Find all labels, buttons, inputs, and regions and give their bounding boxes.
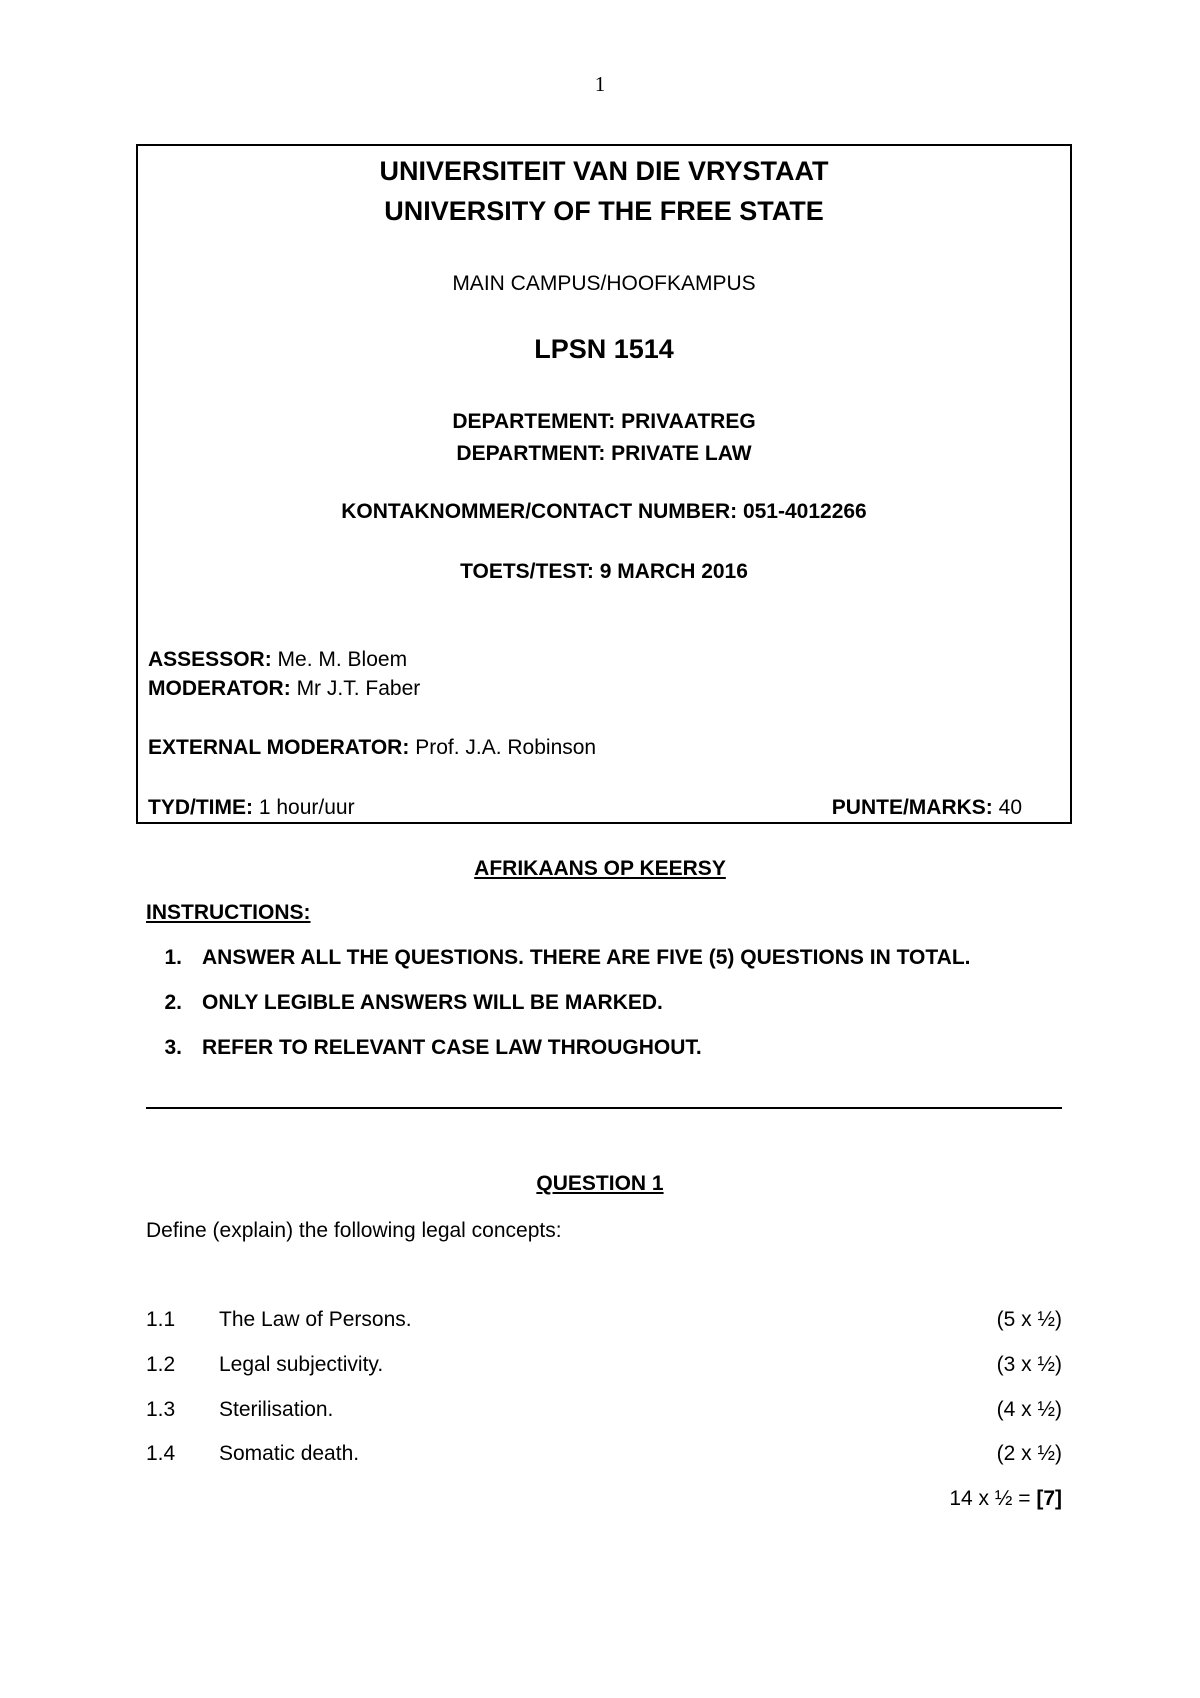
assessor-line — [148, 648, 407, 672]
question-1-total-marks: [7] — [1036, 1487, 1062, 1510]
university-name-afrikaans: UNIVERSITEIT VAN DIE VRYSTAAT — [379, 156, 829, 186]
marks-line — [832, 796, 1022, 820]
instruction-text: ONLY LEGIBLE ANSWERS WILL BE MARKED. — [202, 991, 663, 1014]
campus: MAIN CAMPUS/HOOFKAMPUS — [452, 272, 756, 295]
section-divider — [146, 1107, 1062, 1109]
question-1-total-calculation: 14 x ½ = — [949, 1487, 1037, 1510]
assessor-name: Me. M. Bloem — [277, 648, 408, 671]
moderator-line — [148, 677, 420, 701]
question-item — [146, 1398, 1062, 1428]
external-moderator-line — [148, 736, 596, 760]
instruction-item — [146, 946, 971, 970]
question-item-number: 1.4 — [146, 1442, 176, 1465]
university-name-english: UNIVERSITY OF THE FREE STATE — [384, 196, 824, 226]
instruction-number: 1. — [164, 946, 182, 969]
question-1-intro: Define (explain) the following legal concepts: — [146, 1219, 562, 1242]
question-item-marks: (3 x ½) — [996, 1353, 1062, 1376]
question-1-heading: QUESTION 1 — [536, 1172, 664, 1195]
department-afrikaans: DEPARTEMENT: PRIVAATREG — [452, 410, 756, 433]
question-item — [146, 1308, 1062, 1338]
question-item-text: The Law of Persons. — [219, 1308, 412, 1331]
instructions-heading: INSTRUCTIONS: — [146, 901, 311, 924]
instruction-number: 2. — [164, 991, 182, 1014]
instruction-item — [146, 991, 663, 1015]
module-code: LPSN 1514 — [534, 334, 674, 364]
moderator-name: Mr J.T. Faber — [296, 677, 421, 700]
question-1-total — [949, 1487, 1062, 1511]
question-item-text: Somatic death. — [219, 1442, 360, 1465]
test-date: TOETS/TEST: 9 MARCH 2016 — [460, 560, 748, 583]
afrikaans-on-reverse-note: AFRIKAANS OP KEERSY — [474, 857, 726, 880]
moderator-label: MODERATOR: — [148, 677, 291, 700]
instruction-text: REFER TO RELEVANT CASE LAW THROUGHOUT. — [202, 1036, 702, 1059]
external-moderator-name: Prof. J.A. Robinson — [415, 736, 597, 759]
time-line — [148, 796, 355, 820]
question-item-number: 1.1 — [146, 1308, 176, 1331]
question-item-text: Sterilisation. — [219, 1398, 334, 1421]
cover-box — [136, 144, 1072, 824]
question-item — [146, 1442, 1062, 1472]
time-label: TYD/TIME: — [148, 796, 253, 819]
department-english: DEPARTMENT: PRIVATE LAW — [456, 442, 752, 465]
question-item-marks: (2 x ½) — [996, 1442, 1062, 1465]
time-value: 1 hour/uur — [258, 796, 355, 819]
question-item-marks: (4 x ½) — [996, 1398, 1062, 1421]
question-item-marks: (5 x ½) — [996, 1308, 1062, 1331]
marks-label: PUNTE/MARKS: — [831, 796, 993, 819]
question-item — [146, 1353, 1062, 1383]
instruction-number: 3. — [164, 1036, 182, 1059]
external-moderator-label: EXTERNAL MODERATOR: — [148, 736, 410, 759]
page-number: 1 — [594, 72, 606, 96]
instruction-text: ANSWER ALL THE QUESTIONS. THERE ARE FIVE (5) QUESTIONS IN TOTAL. — [202, 946, 971, 969]
question-item-number: 1.3 — [146, 1398, 176, 1421]
question-item-number: 1.2 — [146, 1353, 176, 1376]
marks-value: 40 — [998, 796, 1022, 819]
contact-number: KONTAKNOMMER/CONTACT NUMBER: 051-4012266 — [341, 500, 867, 523]
question-item-text: Legal subjectivity. — [219, 1353, 384, 1376]
instruction-item — [146, 1036, 702, 1060]
assessor-label: ASSESSOR: — [148, 648, 272, 671]
